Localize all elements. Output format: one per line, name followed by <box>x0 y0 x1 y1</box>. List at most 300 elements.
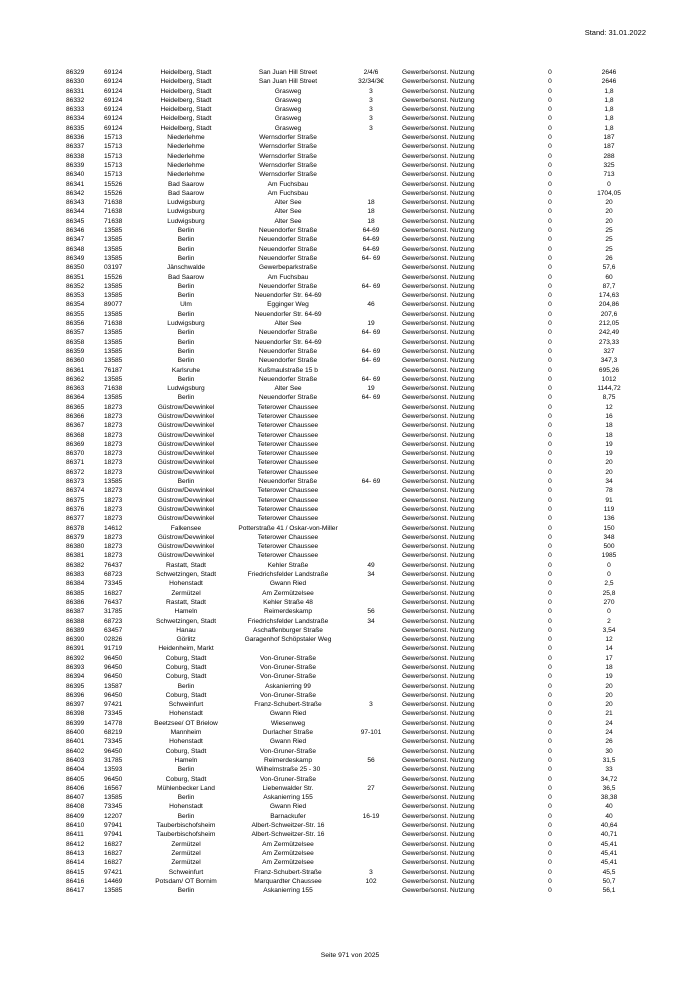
cell-house-number <box>340 458 402 467</box>
cell-zero-value: 0 <box>548 403 552 411</box>
cell-value: 25 <box>605 245 613 253</box>
cell-house-number <box>340 663 402 672</box>
cell-city: Hanau <box>176 626 196 634</box>
cell-usage-type: Gewerbe/sonst. Nutzung <box>402 887 475 895</box>
cell-house-number: 64-69 <box>362 245 380 253</box>
cell-usage-type: Gewerbe/sonst. Nutzung <box>402 450 475 458</box>
cell-postal-code: 91719 <box>104 645 123 653</box>
cell-value: 87,7 <box>602 282 616 290</box>
cell-usage-type: Gewerbe/sonst. Nutzung <box>402 115 475 123</box>
stand-date: Stand: 31.01.2022 <box>584 28 646 37</box>
cell-value: 16 <box>605 412 613 420</box>
cell-city: Güstrow/Devwinkel <box>157 422 215 430</box>
cell-street: Teterower Chaussee <box>257 450 319 458</box>
cell-zero-value: 0 <box>548 859 552 867</box>
cell-street: San Juan Hill Street <box>258 69 318 76</box>
cell-value: 1,8 <box>604 106 614 114</box>
cell-zero-value: 0 <box>548 543 552 551</box>
cell-street: Teterower Chaussee <box>257 533 319 541</box>
table-row <box>66 775 646 784</box>
cell-city: Bad Saarow <box>168 180 204 188</box>
cell-zero-value: 0 <box>548 840 552 848</box>
cell-street: Von-Gruner-Straße <box>259 654 317 662</box>
cell-zero-value: 0 <box>548 161 552 169</box>
cell-street: Wernsdorfer Straße <box>259 134 317 142</box>
cell-row-id: 86386 <box>66 598 85 606</box>
cell-postal-code: 73345 <box>104 738 123 746</box>
cell-usage-type: Gewerbe/sonst. Nutzung <box>402 803 475 811</box>
cell-house-number <box>340 802 402 811</box>
cell-street: Gwann Ried <box>269 738 307 746</box>
table-row <box>66 412 646 421</box>
table-row <box>66 263 646 272</box>
cell-postal-code: 13585 <box>104 292 123 300</box>
cell-house-number: 3 <box>369 106 373 114</box>
cell-value: 26 <box>605 254 613 262</box>
cell-row-id: 86347 <box>66 236 85 244</box>
table-row <box>66 765 646 774</box>
cell-city: Rastatt, Stadt <box>166 561 206 569</box>
table-row <box>66 644 646 653</box>
cell-postal-code: 13585 <box>104 236 123 244</box>
cell-usage-type: Gewerbe/sonst. Nutzung <box>402 357 475 365</box>
cell-street: Teterower Chaussee <box>257 422 319 430</box>
cell-zero-value: 0 <box>548 719 552 727</box>
cell-street: Reimerdeskamp <box>263 756 312 764</box>
cell-postal-code: 13585 <box>104 282 123 290</box>
cell-house-number <box>340 691 402 700</box>
table-row <box>66 152 646 161</box>
cell-value: 31,5 <box>602 756 616 764</box>
cell-postal-code: 16827 <box>104 840 123 848</box>
table-row <box>66 514 646 523</box>
cell-street: Grasweg <box>274 124 302 132</box>
cell-postal-code: 97941 <box>104 831 123 839</box>
cell-house-number <box>340 886 402 895</box>
cell-postal-code: 73345 <box>104 803 123 811</box>
cell-value: 34,72 <box>600 775 618 783</box>
cell-street: Neuendorfer Straße <box>258 478 318 486</box>
cell-zero-value: 0 <box>548 338 552 346</box>
cell-street: Neuendorfer Str. 64-69 <box>254 338 322 346</box>
table-row <box>66 133 646 142</box>
cell-usage-type: Gewerbe/sonst. Nutzung <box>402 273 475 281</box>
cell-usage-type: Gewerbe/sonst. Nutzung <box>402 505 475 513</box>
cell-usage-type: Gewerbe/sonst. Nutzung <box>402 515 475 523</box>
cell-usage-type: Gewerbe/sonst. Nutzung <box>402 375 475 383</box>
cell-value: 2,5 <box>604 580 614 588</box>
cell-usage-type: Gewerbe/sonst. Nutzung <box>402 543 475 551</box>
table-row <box>66 486 646 495</box>
cell-house-number: 3 <box>369 115 373 123</box>
cell-usage-type: Gewerbe/sonst. Nutzung <box>402 617 475 625</box>
cell-postal-code: 18273 <box>104 496 123 504</box>
cell-row-id: 86400 <box>66 729 85 737</box>
table-row <box>66 617 646 626</box>
cell-zero-value: 0 <box>548 412 552 420</box>
cell-city: Güstrow/Devwinkel <box>157 450 215 458</box>
cell-house-number: 64- 69 <box>361 329 381 337</box>
table-row <box>66 77 646 86</box>
cell-zero-value: 0 <box>548 440 552 448</box>
cell-house-number <box>340 644 402 653</box>
cell-zero-value: 0 <box>548 208 552 216</box>
cell-street: Albert-Schweitzer-Str. 16 <box>251 831 325 839</box>
cell-street: Franz-Schubert-Straße <box>254 701 322 709</box>
table-row <box>66 328 646 337</box>
cell-usage-type: Gewerbe/sonst. Nutzung <box>402 719 475 727</box>
cell-city: Berlin <box>177 292 195 300</box>
cell-value: 8,75 <box>602 394 616 402</box>
cell-zero-value: 0 <box>548 292 552 300</box>
cell-street: Gwann Ried <box>269 710 307 718</box>
cell-street: Kehler Straße <box>267 561 309 569</box>
cell-usage-type: Gewerbe/sonst. Nutzung <box>402 329 475 337</box>
cell-street: Am Zermützelsee <box>262 859 314 867</box>
cell-city: Bad Saarow <box>168 273 204 281</box>
cell-usage-type: Gewerbe/sonst. Nutzung <box>402 412 475 420</box>
cell-value: 50,7 <box>602 877 616 885</box>
cell-row-id: 86342 <box>66 189 85 197</box>
cell-zero-value: 0 <box>548 217 552 225</box>
cell-usage-type: Gewerbe/sonst. Nutzung <box>402 812 475 820</box>
cell-city: Hameln <box>174 756 198 764</box>
cell-street: Teterower Chaussee <box>257 487 319 495</box>
cell-usage-type: Gewerbe/sonst. Nutzung <box>402 794 475 802</box>
cell-house-number <box>340 505 402 514</box>
cell-house-number <box>340 263 402 272</box>
cell-row-id: 86365 <box>66 403 85 411</box>
cell-row-id: 86379 <box>66 533 85 541</box>
cell-house-number <box>340 635 402 644</box>
cell-usage-type: Gewerbe/sonst. Nutzung <box>402 143 475 151</box>
table-row <box>66 347 646 356</box>
cell-street: Neuendorfer Straße <box>258 227 318 235</box>
cell-city: Schweinfurt <box>168 868 204 876</box>
cell-usage-type: Gewerbe/sonst. Nutzung <box>402 310 475 318</box>
cell-city: Hohenstadt <box>169 738 203 746</box>
cell-street: Alter See <box>274 199 302 207</box>
table-row <box>66 747 646 756</box>
cell-value: 270 <box>603 598 615 606</box>
cell-street: Aschaffenburger Straße <box>253 626 323 634</box>
cell-city: Berlin <box>177 254 195 262</box>
cell-house-number <box>340 403 402 412</box>
cell-city: Coburg, Stadt <box>165 673 207 681</box>
cell-postal-code: 18273 <box>104 533 123 541</box>
cell-zero-value: 0 <box>548 524 552 532</box>
cell-zero-value: 0 <box>548 199 552 207</box>
cell-city: Güstrow/Devwinkel <box>157 515 215 523</box>
cell-postal-code: 02826 <box>104 636 123 644</box>
cell-value: 2 <box>607 617 611 625</box>
cell-usage-type: Gewerbe/sonst. Nutzung <box>402 775 475 783</box>
cell-street: Reimerdeskamp <box>263 608 312 616</box>
cell-usage-type: Gewerbe/sonst. Nutzung <box>402 636 475 644</box>
cell-value: 2646 <box>601 69 617 76</box>
cell-value: 119 <box>603 505 615 513</box>
cell-street: Neuendorfer Str. 64-69 <box>254 292 322 300</box>
cell-postal-code: 15713 <box>104 152 123 160</box>
cell-postal-code: 68723 <box>104 617 123 625</box>
cell-zero-value: 0 <box>548 385 552 393</box>
table-row <box>66 793 646 802</box>
cell-city: Bad Saarow <box>168 189 204 197</box>
cell-street: Egginger Weg <box>267 301 309 309</box>
cell-usage-type: Gewerbe/sonst. Nutzung <box>402 561 475 569</box>
cell-street: Am Zermützelsee <box>262 840 314 848</box>
cell-row-id: 86416 <box>66 877 85 885</box>
cell-house-number <box>340 849 402 858</box>
cell-row-id: 86403 <box>66 756 85 764</box>
cell-zero-value: 0 <box>548 682 552 690</box>
cell-row-id: 86404 <box>66 766 85 774</box>
table-row <box>66 737 646 746</box>
cell-value: 45,41 <box>600 849 618 857</box>
cell-row-id: 86346 <box>66 227 85 235</box>
cell-usage-type: Gewerbe/sonst. Nutzung <box>402 822 475 830</box>
cell-street: Neuendorfer Straße <box>258 375 318 383</box>
cell-row-id: 86414 <box>66 859 85 867</box>
cell-value: 57,6 <box>602 264 616 272</box>
cell-value: 3,54 <box>602 626 616 634</box>
cell-house-number: 56 <box>367 608 375 616</box>
table-row <box>66 421 646 430</box>
cell-street: Askanierring 99 <box>265 682 311 690</box>
cell-usage-type: Gewerbe/sonst. Nutzung <box>402 347 475 355</box>
cell-street: Neuendorfer Str. 64-69 <box>254 310 322 318</box>
cell-row-id: 86387 <box>66 608 85 616</box>
cell-city: Niederlehme <box>167 171 205 179</box>
cell-city: Zermützel <box>171 859 201 867</box>
cell-postal-code: 03197 <box>104 264 123 272</box>
cell-city: Heidelberg, Stadt <box>160 87 212 95</box>
cell-usage-type: Gewerbe/sonst. Nutzung <box>402 134 475 142</box>
cell-zero-value: 0 <box>548 608 552 616</box>
cell-value: 24 <box>605 729 613 737</box>
cell-usage-type: Gewerbe/sonst. Nutzung <box>402 69 475 76</box>
cell-zero-value: 0 <box>548 654 552 662</box>
cell-city: Heidelberg, Stadt <box>160 96 212 104</box>
cell-value: 45,41 <box>600 840 618 848</box>
cell-postal-code: 13585 <box>104 329 123 337</box>
cell-street: Teterower Chaussee <box>257 440 319 448</box>
cell-zero-value: 0 <box>548 617 552 625</box>
table-row <box>66 551 646 560</box>
cell-value: 19 <box>605 450 613 458</box>
cell-row-id: 86371 <box>66 459 85 467</box>
cell-city: Schweinfurt <box>168 701 204 709</box>
cell-row-id: 86378 <box>66 524 85 532</box>
cell-value: 18 <box>605 664 613 671</box>
cell-street: Teterower Chaussee <box>257 552 319 560</box>
cell-city: Görlitz <box>176 636 196 644</box>
cell-row-id: 86350 <box>66 264 85 272</box>
cell-postal-code: 13585 <box>104 478 123 486</box>
cell-city: Niederlehme <box>167 161 205 169</box>
cell-street: Von-Gruner-Straße <box>259 747 317 755</box>
cell-row-id: 86367 <box>66 422 85 430</box>
cell-usage-type: Gewerbe/sonst. Nutzung <box>402 152 475 160</box>
table-row <box>66 189 646 198</box>
table-row <box>66 784 646 793</box>
cell-street: Neuendorfer Straße <box>258 357 318 365</box>
table-row <box>66 235 646 244</box>
cell-usage-type: Gewerbe/sonst. Nutzung <box>402 533 475 541</box>
cell-postal-code: 18273 <box>104 552 123 560</box>
cell-postal-code: 69124 <box>104 106 123 114</box>
cell-usage-type: Gewerbe/sonst. Nutzung <box>402 784 475 792</box>
cell-value: 45,5 <box>602 868 616 876</box>
cell-value: 60 <box>605 273 613 281</box>
cell-street: Kußmaulstraße 15 b <box>258 366 318 374</box>
cell-value: 20 <box>605 459 613 467</box>
cell-postal-code: 15526 <box>104 180 123 188</box>
cell-usage-type: Gewerbe/sonst. Nutzung <box>402 496 475 504</box>
cell-house-number <box>340 338 402 347</box>
cell-postal-code: 15713 <box>104 143 123 151</box>
cell-house-number: 102 <box>365 877 377 885</box>
cell-usage-type: Gewerbe/sonst. Nutzung <box>402 161 475 169</box>
table-row <box>66 96 646 105</box>
cell-row-id: 86355 <box>66 310 85 318</box>
cell-postal-code: 13593 <box>104 766 123 774</box>
cell-row-id: 86361 <box>66 366 85 374</box>
cell-zero-value: 0 <box>548 450 552 458</box>
cell-usage-type: Gewerbe/sonst. Nutzung <box>402 608 475 616</box>
cell-row-id: 86410 <box>66 822 85 830</box>
cell-street: Am Zermützelsee <box>262 589 314 597</box>
cell-value: 0 <box>607 180 611 188</box>
cell-street: Albert-Schweitzer-Str. 16 <box>251 822 325 830</box>
cell-street: Am Fuchsbau <box>267 180 309 188</box>
cell-house-number <box>340 180 402 189</box>
cell-street: Wernsdorfer Straße <box>259 143 317 151</box>
cell-city: Schwetzingen, Stadt <box>155 617 217 625</box>
cell-row-id: 86331 <box>66 87 85 95</box>
cell-house-number: 16-19 <box>362 812 380 820</box>
cell-zero-value: 0 <box>548 868 552 876</box>
cell-zero-value: 0 <box>548 496 552 504</box>
cell-zero-value: 0 <box>548 180 552 188</box>
cell-row-id: 86343 <box>66 199 85 207</box>
cell-row-id: 86402 <box>66 747 85 755</box>
cell-row-id: 86395 <box>66 682 85 690</box>
table-row <box>66 87 646 96</box>
cell-house-number <box>340 412 402 421</box>
cell-house-number <box>340 719 402 728</box>
cell-usage-type: Gewerbe/sonst. Nutzung <box>402 571 475 579</box>
cell-zero-value: 0 <box>548 505 552 513</box>
cell-street: Kehler Straße 48 <box>263 598 313 606</box>
cell-house-number <box>340 654 402 663</box>
cell-row-id: 86413 <box>66 849 85 857</box>
cell-city: Güstrow/Devwinkel <box>157 533 215 541</box>
cell-house-number: 3 <box>369 96 373 104</box>
cell-city: Hohenstadt <box>169 710 203 718</box>
cell-city: Jänschwalde <box>166 264 206 272</box>
cell-postal-code: 69124 <box>104 78 123 86</box>
cell-street: Grasweg <box>274 106 302 114</box>
cell-street: Grasweg <box>274 87 302 95</box>
cell-zero-value: 0 <box>548 124 552 132</box>
cell-postal-code: 13585 <box>104 338 123 346</box>
cell-postal-code: 13587 <box>104 682 123 690</box>
cell-value: 212,05 <box>598 320 620 328</box>
cell-street: Am Fuchsbau <box>267 273 309 281</box>
table-row <box>66 282 646 291</box>
cell-row-id: 86357 <box>66 329 85 337</box>
cell-row-id: 86339 <box>66 161 85 169</box>
table-row <box>66 356 646 365</box>
cell-house-number <box>340 468 402 477</box>
cell-zero-value: 0 <box>548 236 552 244</box>
cell-house-number <box>340 142 402 151</box>
cell-street: Askanierring 155 <box>263 794 313 802</box>
cell-usage-type: Gewerbe/sonst. Nutzung <box>402 180 475 188</box>
cell-city: Güstrow/Devwinkel <box>157 505 215 513</box>
cell-zero-value: 0 <box>548 115 552 123</box>
table-row <box>66 719 646 728</box>
cell-street: Teterower Chaussee <box>257 515 319 523</box>
cell-value: 25 <box>605 236 613 244</box>
cell-city: Zermützel <box>171 589 201 597</box>
cell-city: Berlin <box>177 357 195 365</box>
cell-house-number <box>340 133 402 142</box>
table-row <box>66 505 646 514</box>
cell-city: Berlin <box>177 310 195 318</box>
cell-city: Heidelberg, Stadt <box>160 106 212 114</box>
cell-city: Tauberbischofsheim <box>156 831 216 839</box>
cell-zero-value: 0 <box>548 106 552 114</box>
cell-zero-value: 0 <box>548 87 552 95</box>
cell-row-id: 86381 <box>66 552 85 560</box>
cell-zero-value: 0 <box>548 533 552 541</box>
cell-value: 40,64 <box>600 822 618 830</box>
cell-street: Neuendorfer Straße <box>258 245 318 253</box>
cell-city: Güstrow/Devwinkel <box>157 412 215 420</box>
cell-city: Ludwigsburg <box>167 385 205 393</box>
cell-postal-code: 14778 <box>104 719 123 727</box>
cell-zero-value: 0 <box>548 794 552 802</box>
table-row <box>66 654 646 663</box>
cell-zero-value: 0 <box>548 812 552 820</box>
cell-value: 34 <box>605 478 613 486</box>
cell-postal-code: 16827 <box>104 589 123 597</box>
cell-zero-value: 0 <box>548 422 552 430</box>
cell-zero-value: 0 <box>548 245 552 253</box>
cell-row-id: 86373 <box>66 478 85 486</box>
table-row <box>66 802 646 811</box>
cell-zero-value: 0 <box>548 561 552 569</box>
cell-street: Grasweg <box>274 96 302 104</box>
cell-house-number <box>340 514 402 523</box>
table-row <box>66 207 646 216</box>
cell-value: 12 <box>605 636 613 644</box>
cell-street: Franz-Schubert-Straße <box>254 868 322 876</box>
cell-postal-code: 18273 <box>104 468 123 476</box>
table-row <box>66 440 646 449</box>
cell-city: Güstrow/Devwinkel <box>157 468 215 476</box>
cell-row-id: 86340 <box>66 171 85 179</box>
cell-zero-value: 0 <box>548 431 552 439</box>
cell-zero-value: 0 <box>548 320 552 328</box>
cell-value: 1144,72 <box>597 385 621 393</box>
cell-postal-code: 96450 <box>104 747 123 755</box>
cell-postal-code: 13585 <box>104 245 123 253</box>
cell-street: Neuendorfer Straße <box>258 329 318 337</box>
cell-postal-code: 71638 <box>104 208 123 216</box>
